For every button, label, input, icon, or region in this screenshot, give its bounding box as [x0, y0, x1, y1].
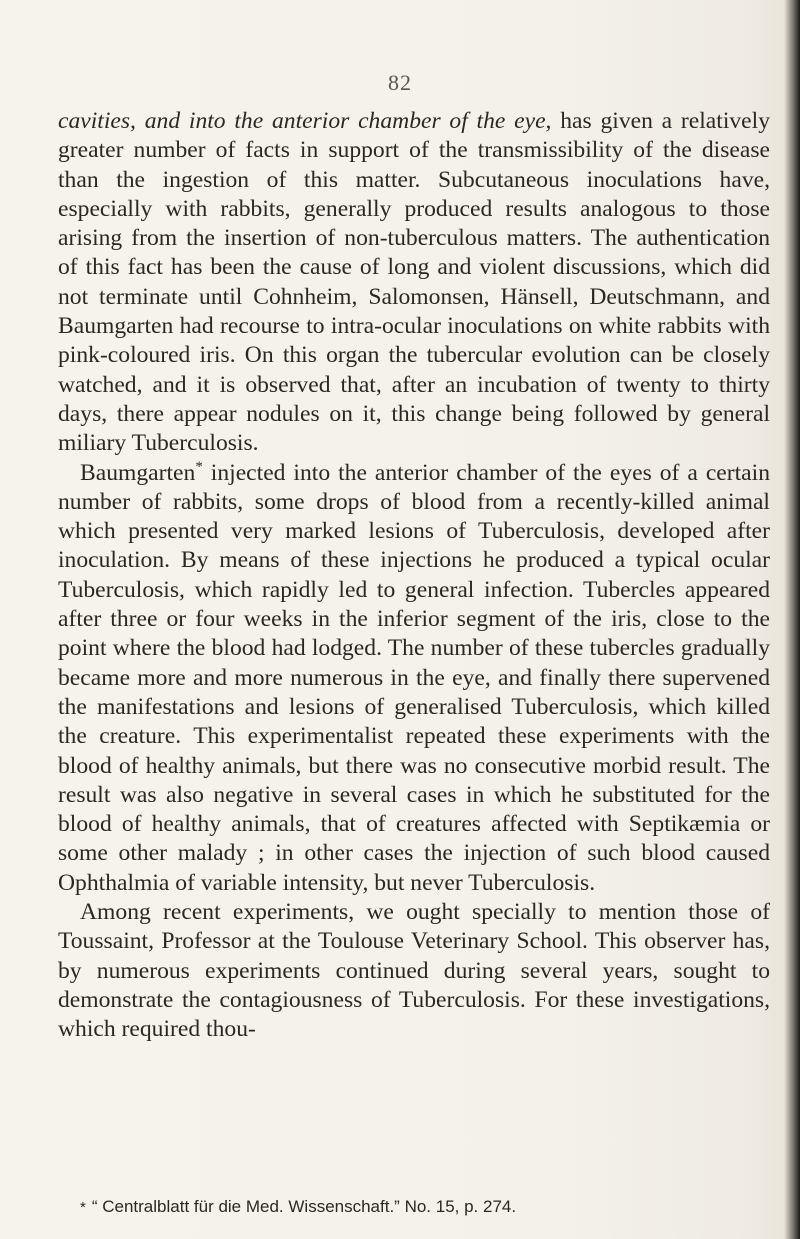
- paragraph-1-text: has given a relatively greater number of facts in support of the transmissibility of the disease than the ingestion of this matter. Subcutaneous inoculations have, especially with rabbits, generally produced results analogous to those arising from the insertion of non-tuberculous matters. The authentication of this fact has been the cause of long and violent discussions, which did not terminate until Cohnheim, Salomonsen, Hänsell, Deutschmann, and Baumgarten had recourse to intra-ocular inoculations on white rabbits with pink-coloured iris. On this organ the tubercular evolution can be closely watched, and it is observed that, after an incubation of twenty to thirty days, there appear nodules on it, this change being followed by general miliary Tuberculosis.: [58, 108, 770, 457]
- footnote-reference: *: [195, 458, 203, 475]
- footnote-text: “ Centralblatt für die Med. Wissenschaft.” No. 15, p. 274.: [91, 1197, 517, 1216]
- paragraph-1: [58, 107, 770, 459]
- paragraph-2: [58, 459, 770, 898]
- page-number: 82: [388, 70, 412, 95]
- paragraph-2-text: injected into the anterior chamber of the eyes of a certain number of rabbits, some drops of blood from a recently-killed animal which presented very marked lesions of Tuberculosis, developed after inoculation. By means of these injections he produced a typical ocular Tuberculosis, which rapidly led to general infection. Tubercles appeared after three or four weeks in the inferior segment of the iris, close to the point where the blood had lodged. The number of these tubercles gradually became more and more numerous in the eye, and finally there supervened the manifestations and lesions of generalised Tuberculosis, which killed the creature. This experimentalist repeated these experiments with the blood of healthy animals, but there was no consecutive morbid result. The result was also negative in several cases in which he substituted for the blood of healthy animals, that of creatures affected with Septikæmia or some other malady ; in other cases the injection of such blood caused Ophthalmia of variable intensity, but never Tuberculosis.: [58, 459, 770, 896]
- page-edge-shadow: [784, 0, 800, 1239]
- footnote: [80, 1196, 760, 1219]
- italic-opening: cavities, and into the anterior chamber of the eye,: [58, 108, 552, 134]
- paragraph-3: Among recent experiments, we ought specially to mention those of Toussaint, Professor at the Toulouse Veterinary School. This observer has, by numerous experiments continued during several years, sought to demonstrate the contagiousness of Tuberculosis. For these investigations, which required thou-: [58, 899, 770, 1043]
- footnote-mark: *: [80, 1199, 86, 1216]
- paragraph-2-lead: Baumgarten: [80, 459, 196, 486]
- body-text: [58, 107, 770, 1045]
